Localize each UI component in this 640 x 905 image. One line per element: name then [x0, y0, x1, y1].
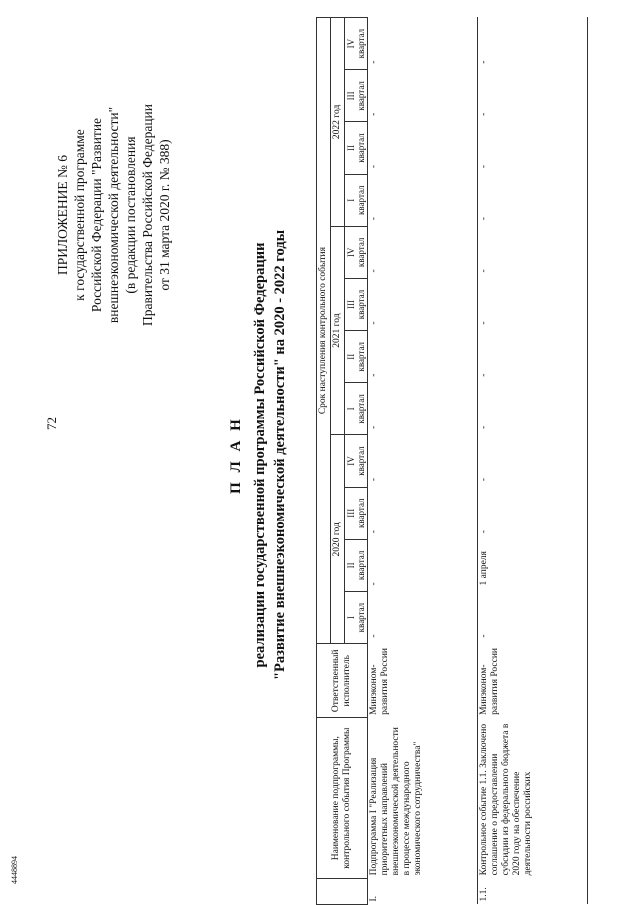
plan-title-line2: "Развитие внешнеэкономической деятельности" на 2020 - 2022 годы [272, 229, 288, 681]
header-quarter: III квартал [345, 278, 368, 330]
row-cell: - [368, 226, 478, 278]
plan-table [316, 17, 588, 905]
row-cell: - [368, 487, 478, 539]
row-cell: - [478, 278, 588, 330]
appendix-line: Российской Федерации "Развитие [89, 117, 104, 313]
appendix-line: от 31 марта 2020 г. № 388) [157, 139, 172, 291]
row-cell: - [478, 487, 588, 539]
header-year-2020: 2020 год [331, 435, 345, 644]
header-row-1 [317, 18, 331, 905]
document-id: 4448894 [10, 856, 19, 884]
header-quarter: IV квартал [345, 18, 368, 70]
header-quarter: III квартал [345, 70, 368, 122]
header-quarter: I квартал [345, 383, 368, 435]
row-cell: - [368, 70, 478, 122]
row-cell: - [368, 435, 478, 487]
rotated-document [0, 5, 640, 905]
appendix-line: внешнеэкономической деятельности" [106, 106, 121, 324]
header-deadline: Срок наступления контрольного события [317, 18, 331, 644]
plan-title-line1: реализации государственной программы Российской Федерации [252, 242, 268, 668]
row-cell: - [368, 174, 478, 226]
row-cell: - [478, 591, 588, 643]
table-row [368, 18, 478, 905]
row-cell: - [478, 435, 588, 487]
row-cell: - [368, 278, 478, 330]
header-quarter: II квартал [345, 331, 368, 383]
row-cell: - [368, 591, 478, 643]
appendix-line: к государственной программе [72, 129, 87, 301]
row-cell: 1 апреля [478, 539, 588, 591]
row-cell: - [478, 383, 588, 435]
row-name: Подпрограмма I "Реализация приоритетных направлений внешнеэкономической деятельности в процессе международного экономического сотрудничества" [368, 718, 478, 879]
row-name: Контрольное событие 1.1. Заключено соглашение о предоставлении субсидии из федерального бюджета в 2020 году на обеспечение деятельности российских [478, 718, 588, 879]
table-row [478, 18, 588, 905]
row-cell: - [368, 331, 478, 383]
row-cell: - [368, 539, 478, 591]
row-cell: - [478, 70, 588, 122]
header-year-2021: 2021 год [331, 226, 345, 435]
header-quarter: IV квартал [345, 435, 368, 487]
row-responsible: Минэконом-развития России [368, 644, 478, 718]
header-year-2022: 2022 год [331, 18, 345, 227]
header-quarter: II квартал [345, 539, 368, 591]
row-cell: - [478, 331, 588, 383]
row-responsible: Минэконом-развития России [478, 644, 588, 718]
appendix-line: ПРИЛОЖЕНИЕ № 6 [55, 154, 70, 276]
header-quarter: III квартал [345, 487, 368, 539]
header-quarter: II квартал [345, 122, 368, 174]
row-number: 1.1. [478, 878, 588, 904]
header-name: Наименование подпрограммы, контрольного события Программы [317, 718, 368, 879]
appendix-line: Правительства Российской Федерации [140, 104, 155, 326]
row-cell: - [368, 18, 478, 70]
row-cell: - [478, 226, 588, 278]
row-cell: - [478, 174, 588, 226]
header-quarter: I квартал [345, 174, 368, 226]
header-number-cell [317, 878, 368, 904]
appendix-header [54, 65, 173, 365]
plan-heading: П Л А Н [228, 416, 244, 494]
row-cell: - [478, 122, 588, 174]
header-quarter: IV квартал [345, 226, 368, 278]
appendix-line: (в редакции постановления [123, 136, 138, 294]
header-quarter: I квартал [345, 591, 368, 643]
row-cell: - [368, 383, 478, 435]
header-responsible: Ответственный исполнитель [317, 644, 368, 718]
page-number: 72 [44, 417, 59, 430]
row-cell: - [368, 122, 478, 174]
row-cell: - [478, 18, 588, 70]
row-number: I. [368, 878, 478, 904]
